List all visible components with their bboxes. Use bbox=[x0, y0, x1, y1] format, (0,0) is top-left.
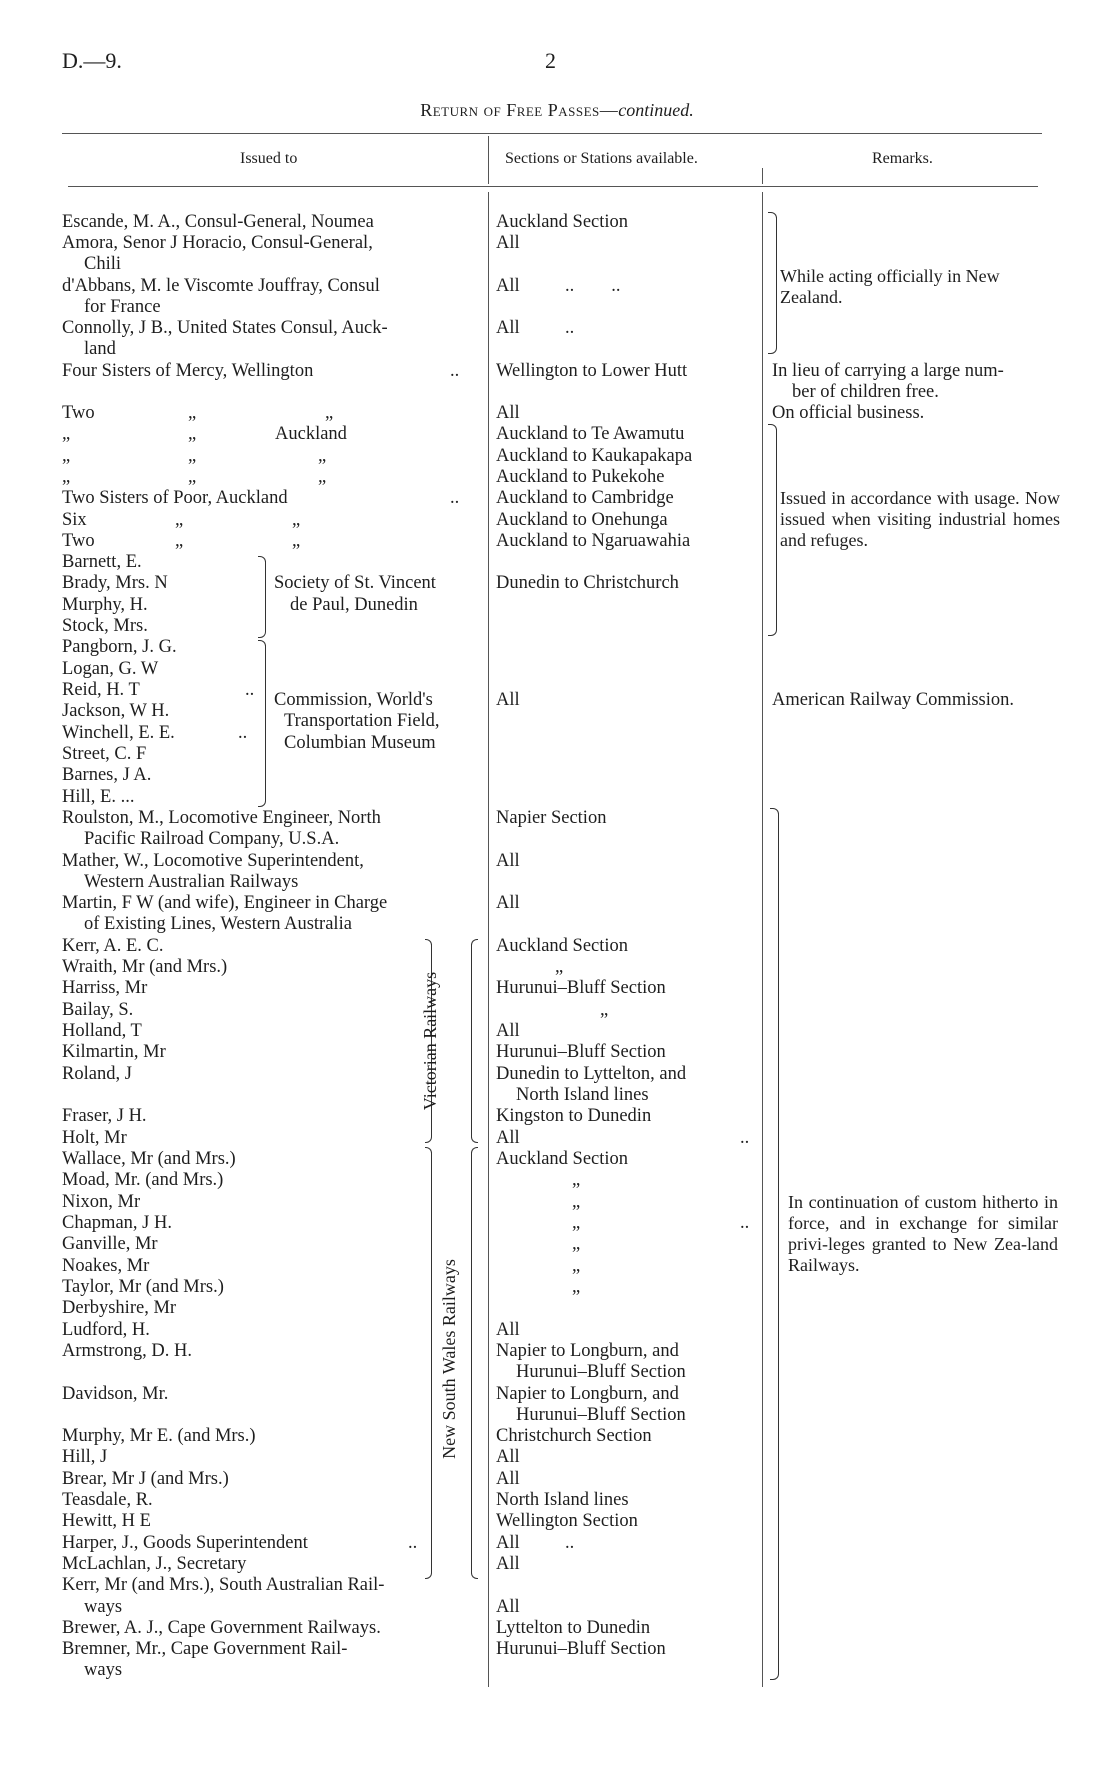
body-divider-2 bbox=[762, 192, 763, 1687]
section-item: Hurunui–Bluff Section bbox=[496, 978, 666, 998]
ditto-mark: „ bbox=[318, 467, 327, 487]
group-label: Columbian Museum bbox=[284, 733, 436, 753]
list-item: Roland, J bbox=[62, 1064, 132, 1084]
list-item: McLachlan, J., Secretary bbox=[62, 1554, 247, 1574]
column-header-sections: Sections or Stations available. bbox=[505, 150, 698, 167]
list-item: Street, C. F bbox=[62, 744, 147, 764]
leader-dots: .. bbox=[740, 1213, 750, 1233]
section-item: All bbox=[496, 276, 520, 296]
ditto-mark: „ bbox=[188, 467, 197, 487]
ditto-mark: „ bbox=[318, 446, 327, 466]
auckland-label: Auckland bbox=[275, 424, 347, 444]
header-bottom-rule bbox=[68, 186, 1038, 187]
list-item: Harriss, Mr bbox=[62, 978, 148, 998]
section-item: Auckland to Te Awamutu bbox=[496, 424, 685, 444]
remark-official: On official business. bbox=[772, 403, 925, 423]
list-item: of Existing Lines, Western Australia bbox=[84, 914, 352, 934]
column-divider-1 bbox=[488, 136, 489, 184]
group-bracket bbox=[471, 939, 478, 1143]
list-item: Chapman, J H. bbox=[62, 1213, 172, 1233]
list-item: Hill, E. ... bbox=[62, 787, 135, 807]
list-item: Connolly, J B., United States Consul, Auck- bbox=[62, 318, 388, 338]
list-item: Wallace, Mr (and Mrs.) bbox=[62, 1149, 236, 1169]
list-item: „ bbox=[62, 424, 71, 444]
list-item: land bbox=[84, 339, 116, 359]
remarks-bracket bbox=[768, 424, 777, 636]
ditto-mark: „ bbox=[188, 446, 197, 466]
group-bracket bbox=[425, 1147, 432, 1579]
section-item: Napier Section bbox=[496, 808, 607, 828]
ditto-mark: „ bbox=[292, 510, 301, 530]
section-item: North Island lines bbox=[516, 1085, 649, 1105]
list-item: „ bbox=[62, 446, 71, 466]
document-reference: D.—9. bbox=[62, 48, 122, 73]
leader-dots: .. bbox=[565, 1533, 575, 1553]
section-item: All bbox=[496, 1447, 520, 1467]
list-item: ways bbox=[84, 1660, 123, 1680]
list-item: Fraser, J H. bbox=[62, 1106, 147, 1126]
section-item: Hurunui–Bluff Section bbox=[496, 1639, 666, 1659]
section-item: Wellington to Lower Hutt bbox=[496, 361, 688, 381]
ditto-mark: „ bbox=[175, 510, 184, 530]
list-item: Harper, J., Goods Superintendent bbox=[62, 1533, 308, 1553]
ditto-mark: „ bbox=[572, 1213, 581, 1233]
list-item: Two Sisters of Poor, Auckland bbox=[62, 488, 288, 508]
ditto-mark: „ bbox=[572, 1277, 581, 1297]
list-item: Murphy, Mr E. (and Mrs.) bbox=[62, 1426, 256, 1446]
page-title bbox=[0, 100, 1114, 121]
list-item: Six bbox=[62, 510, 87, 530]
list-item: Ganville, Mr bbox=[62, 1234, 158, 1254]
ditto-mark: „ bbox=[555, 957, 564, 977]
list-item: Winchell, E. E. bbox=[62, 723, 175, 743]
section-item: Hurunui–Bluff Section bbox=[516, 1405, 686, 1425]
list-item: Mather, W., Locomotive Superintendent, bbox=[62, 851, 364, 871]
section-item: All bbox=[496, 1554, 520, 1574]
list-item: Davidson, Mr. bbox=[62, 1384, 169, 1404]
list-item: Pangborn, J. G. bbox=[62, 637, 177, 657]
section-item: Auckland Section bbox=[496, 936, 629, 956]
group-label: Society of St. Vincent bbox=[274, 573, 436, 593]
ditto-mark: „ bbox=[572, 1192, 581, 1212]
section-item: All bbox=[496, 233, 520, 253]
section-item: Dunedin to Lyttelton, and bbox=[496, 1064, 687, 1084]
ditto-mark: „ bbox=[572, 1170, 581, 1190]
list-item: Brady, Mrs. N bbox=[62, 573, 168, 593]
section-item: Auckland to Ngaruawahia bbox=[496, 531, 691, 551]
section-item: All bbox=[496, 318, 520, 338]
list-item: Martin, F W (and wife), Engineer in Charge bbox=[62, 893, 388, 913]
list-item: Holland, T bbox=[62, 1021, 142, 1041]
leader-dots: .. bbox=[450, 488, 460, 508]
group-bracket bbox=[258, 556, 266, 638]
group-bracket bbox=[471, 1147, 478, 1579]
list-item: Derbyshire, Mr bbox=[62, 1298, 177, 1318]
list-item: Kilmartin, Mr bbox=[62, 1042, 166, 1062]
list-item: Pacific Railroad Company, U.S.A. bbox=[84, 829, 340, 849]
section-item: All bbox=[496, 1469, 520, 1489]
page-number: 2 bbox=[545, 48, 556, 73]
list-item: Barnes, J A. bbox=[62, 765, 152, 785]
list-item: Jackson, W H. bbox=[62, 701, 170, 721]
section-item: All bbox=[496, 851, 520, 871]
list-item: Moad, Mr. (and Mrs.) bbox=[62, 1170, 224, 1190]
list-item: Brear, Mr J (and Mrs.) bbox=[62, 1469, 229, 1489]
list-item: Nixon, Mr bbox=[62, 1192, 141, 1212]
section-item: Auckland to Onehunga bbox=[496, 510, 668, 530]
list-item: Teasdale, R. bbox=[62, 1490, 153, 1510]
section-item: Auckland Section bbox=[496, 212, 629, 232]
list-item: Four Sisters of Mercy, Wellington bbox=[62, 361, 314, 381]
ditto-mark: „ bbox=[572, 1234, 581, 1254]
list-item: Holt, Mr bbox=[62, 1128, 127, 1148]
leader-dots: .. bbox=[450, 361, 460, 381]
section-item: Auckland Section bbox=[496, 1149, 629, 1169]
list-item: Kerr, A. E. C. bbox=[62, 936, 164, 956]
column-divider-2 bbox=[762, 168, 763, 184]
list-item: Taylor, Mr (and Mrs.) bbox=[62, 1277, 224, 1297]
list-item: d'Abbans, M. le Viscomte Jouffray, Consul bbox=[62, 276, 380, 296]
list-item: Armstrong, D. H. bbox=[62, 1341, 193, 1361]
ditto-mark: „ bbox=[325, 403, 334, 423]
list-item: Amora, Senor J Horacio, Consul-General, bbox=[62, 233, 373, 253]
list-item: Brewer, A. J., Cape Government Railways. bbox=[62, 1618, 381, 1638]
remarks-bracket bbox=[768, 212, 777, 354]
section-item: All bbox=[496, 1320, 520, 1340]
list-item: Noakes, Mr bbox=[62, 1256, 150, 1276]
list-item: for France bbox=[84, 297, 161, 317]
list-item: „ bbox=[62, 467, 71, 487]
section-item: All bbox=[496, 1533, 520, 1553]
list-item: Roulston, M., Locomotive Engineer, North bbox=[62, 808, 381, 828]
list-item: Hill, J bbox=[62, 1447, 108, 1467]
section-item: Dunedin to Christchurch bbox=[496, 573, 679, 593]
section-item: Auckland to Pukekohe bbox=[496, 467, 665, 487]
group-label: Transportation Field, bbox=[284, 711, 440, 731]
section-item: Napier to Longburn, and bbox=[496, 1384, 679, 1404]
section-item: All bbox=[496, 1021, 520, 1041]
ditto-mark: „ bbox=[292, 531, 301, 551]
list-item: Bremner, Mr., Cape Government Rail- bbox=[62, 1639, 348, 1659]
section-item: Auckland to Cambridge bbox=[496, 488, 674, 508]
list-item: Escande, M. A., Consul-General, Noumea bbox=[62, 212, 374, 232]
section-item: All bbox=[496, 893, 520, 913]
ditto-mark: „ bbox=[188, 403, 197, 423]
group-label: Commission, World's bbox=[274, 690, 433, 710]
remark-issued: Issued in accordance with usage. Now issued when visiting industrial homes and refuges. bbox=[780, 488, 1060, 550]
column-header-issued-to: Issued to bbox=[240, 150, 298, 167]
top-rule bbox=[62, 133, 1042, 134]
nsw-railways-label: New South Wales Railways bbox=[439, 1259, 459, 1459]
list-item: Bailay, S. bbox=[62, 1000, 134, 1020]
section-item: North Island lines bbox=[496, 1490, 629, 1510]
section-item: Christchurch Section bbox=[496, 1426, 652, 1446]
list-item: Two bbox=[62, 531, 95, 551]
leader-dots: .. bbox=[408, 1533, 418, 1553]
body-divider-1 bbox=[488, 192, 489, 1687]
leader-dots: .. .. bbox=[565, 276, 621, 296]
remark-continuation: In continuation of custom hitherto in force, and in exchange for similar privi-leges granted to New Zea-land Railways. bbox=[788, 1192, 1058, 1275]
ditto-mark: „ bbox=[572, 1256, 581, 1276]
group-bracket bbox=[258, 640, 266, 807]
remarks-bracket bbox=[770, 808, 779, 1680]
column-header-remarks: Remarks. bbox=[872, 150, 933, 167]
list-item: Two bbox=[62, 403, 95, 423]
leader-dots: .. bbox=[238, 723, 248, 743]
list-item: Wraith, Mr (and Mrs.) bbox=[62, 957, 228, 977]
list-item: Hewitt, H E bbox=[62, 1511, 151, 1531]
list-item: ways bbox=[84, 1597, 123, 1617]
list-item: Ludford, H. bbox=[62, 1320, 150, 1340]
title-suffix: continued. bbox=[618, 100, 694, 120]
section-item: All bbox=[496, 403, 520, 423]
leader-dots: .. bbox=[245, 680, 255, 700]
ditto-mark: „ bbox=[175, 531, 184, 551]
section-item: Hurunui–Bluff Section bbox=[516, 1362, 686, 1382]
list-item: Chili bbox=[84, 254, 122, 274]
remark-sisters-line2: ber of children free. bbox=[792, 382, 939, 402]
group-label: de Paul, Dunedin bbox=[290, 595, 418, 615]
leader-dots: .. bbox=[565, 318, 575, 338]
section-item: All bbox=[496, 690, 520, 710]
section-item: Hurunui–Bluff Section bbox=[496, 1042, 666, 1062]
ditto-mark: „ bbox=[600, 1000, 609, 1020]
list-item: Barnett, E. bbox=[62, 552, 142, 572]
victorian-railways-label: Victorian Railways bbox=[420, 971, 440, 1111]
section-item: All bbox=[496, 1597, 520, 1617]
title-main: Return of Free Passes— bbox=[420, 100, 619, 120]
list-item: Murphy, H. bbox=[62, 595, 148, 615]
list-item: Stock, Mrs. bbox=[62, 616, 148, 636]
list-item: Western Australian Railways bbox=[84, 872, 299, 892]
remark-sisters-line1: In lieu of carrying a large num- bbox=[772, 361, 1004, 381]
list-item: Reid, H. T bbox=[62, 680, 140, 700]
section-item: Lyttelton to Dunedin bbox=[496, 1618, 651, 1638]
leader-dots: .. bbox=[740, 1128, 750, 1148]
remark-american: American Railway Commission. bbox=[772, 690, 1015, 710]
section-item: Wellington Section bbox=[496, 1511, 638, 1531]
section-item: Kingston to Dunedin bbox=[496, 1106, 652, 1126]
remark-consul: While acting officially in New Zealand. bbox=[780, 266, 1000, 307]
ditto-mark: „ bbox=[188, 424, 197, 444]
section-item: Napier to Longburn, and bbox=[496, 1341, 679, 1361]
section-item: Auckland to Kaukapakapa bbox=[496, 446, 693, 466]
list-item: Logan, G. W bbox=[62, 659, 159, 679]
section-item: All bbox=[496, 1128, 520, 1148]
list-item: Kerr, Mr (and Mrs.), South Australian Rail- bbox=[62, 1575, 385, 1595]
